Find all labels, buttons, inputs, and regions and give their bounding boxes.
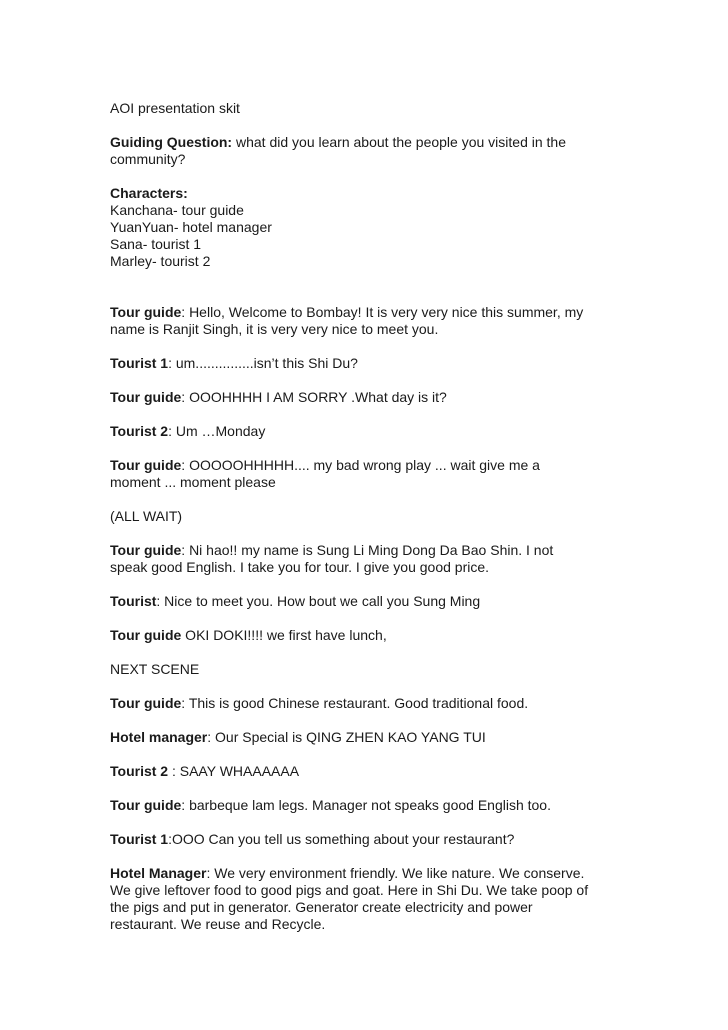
script-line xyxy=(110,865,630,933)
speaker-name: Tour guide xyxy=(110,695,182,711)
script-line xyxy=(110,457,630,491)
script-line xyxy=(110,729,630,746)
speaker-name: Hotel manager xyxy=(110,729,208,745)
script-line xyxy=(110,542,630,576)
dialogue-text: : Hello, Welcome to Bombay! It is very very nice this summer, my xyxy=(181,304,584,320)
scene-heading xyxy=(110,661,630,678)
script-line xyxy=(110,423,630,440)
guiding-question-text: what did you learn about the people you visited in the xyxy=(232,134,567,150)
character-item: Kanchana- tour guide xyxy=(110,202,244,218)
script-line xyxy=(110,389,630,406)
dialogue-text: OKI DOKI!!!! we first have lunch, xyxy=(181,627,387,643)
stage-direction xyxy=(110,508,630,525)
speaker-name: Tourist xyxy=(110,593,157,609)
speaker-name: Tourist 2 xyxy=(110,763,169,779)
script-line xyxy=(110,763,630,780)
speaker-name: Tourist 1 xyxy=(110,831,169,847)
document-page xyxy=(110,100,630,933)
script-line xyxy=(110,304,630,338)
speaker-name: Tourist 1 xyxy=(110,355,169,371)
speaker-name: Hotel Manager xyxy=(110,865,207,881)
character-item: YuanYuan- hotel manager xyxy=(110,219,272,235)
character-item: Marley- tourist 2 xyxy=(110,253,211,269)
dialogue-text: : barbeque lam legs. Manager not speaks good English too. xyxy=(181,797,551,813)
script-line xyxy=(110,627,630,644)
dialogue-text: : Ni hao!! my name is Sung Li Ming Dong Da Bao Shin. I not xyxy=(181,542,554,558)
script-line xyxy=(110,355,630,372)
dialogue-text: : Our Special is QING ZHEN KAO YANG TUI xyxy=(207,729,486,745)
speaker-name: Tour guide xyxy=(110,304,182,320)
speaker-name: Tour guide xyxy=(110,627,182,643)
dialogue-text: speak good English. I take you for tour. I give you good price. xyxy=(110,559,490,575)
dialogue-text: restaurant. We reuse and Recycle. xyxy=(110,916,326,932)
dialogue-text: : SAAY WHAAAAAA xyxy=(168,763,300,779)
script-line xyxy=(110,593,630,610)
dialogue-text: : um...............isn’t this Shi Du? xyxy=(168,355,358,371)
script-line xyxy=(110,831,630,848)
dialogue-text: : This is good Chinese restaurant. Good traditional food. xyxy=(181,695,529,711)
document-title-text: AOI presentation skit xyxy=(110,100,240,116)
characters-label: Characters: xyxy=(110,185,188,201)
dialogue-text: : Um …Monday xyxy=(168,423,266,439)
scene-heading-text: NEXT SCENE xyxy=(110,661,200,677)
speaker-name: Tour guide xyxy=(110,389,182,405)
dialogue-text: : We very environment friendly. We like nature. We conserve. xyxy=(206,865,585,881)
script-line xyxy=(110,797,630,814)
character-item: Sana- tourist 1 xyxy=(110,236,202,252)
script-line xyxy=(110,695,630,712)
dialogue-text: :OOO Can you tell us something about your restaurant? xyxy=(168,831,515,847)
dialogue-text: : OOOOOHHHHH.... my bad wrong play ... wait give me a xyxy=(181,457,540,473)
characters-section xyxy=(110,185,630,270)
guiding-question-label: Guiding Question: xyxy=(110,134,233,150)
stage-direction-text: (ALL WAIT) xyxy=(110,508,183,524)
dialogue-text: : Nice to meet you. How bout we call you Sung Ming xyxy=(156,593,481,609)
dialogue-text: the pigs and put in generator. Generator create electricity and power xyxy=(110,899,533,915)
speaker-name: Tour guide xyxy=(110,797,182,813)
dialogue-text: We give leftover food to good pigs and goat. Here in Shi Du. We take poop of xyxy=(110,882,589,898)
dialogue-text: name is Ranjit Singh, it is very very nice to meet you. xyxy=(110,321,439,337)
speaker-name: Tour guide xyxy=(110,542,182,558)
guiding-question xyxy=(110,134,630,168)
guiding-question-text-cont: community? xyxy=(110,151,186,167)
speaker-name: Tour guide xyxy=(110,457,182,473)
dialogue-text: moment ... moment please xyxy=(110,474,276,490)
speaker-name: Tourist 2 xyxy=(110,423,169,439)
dialogue-text: : OOOHHHH I AM SORRY .What day is it? xyxy=(181,389,447,405)
document-title xyxy=(110,100,630,117)
